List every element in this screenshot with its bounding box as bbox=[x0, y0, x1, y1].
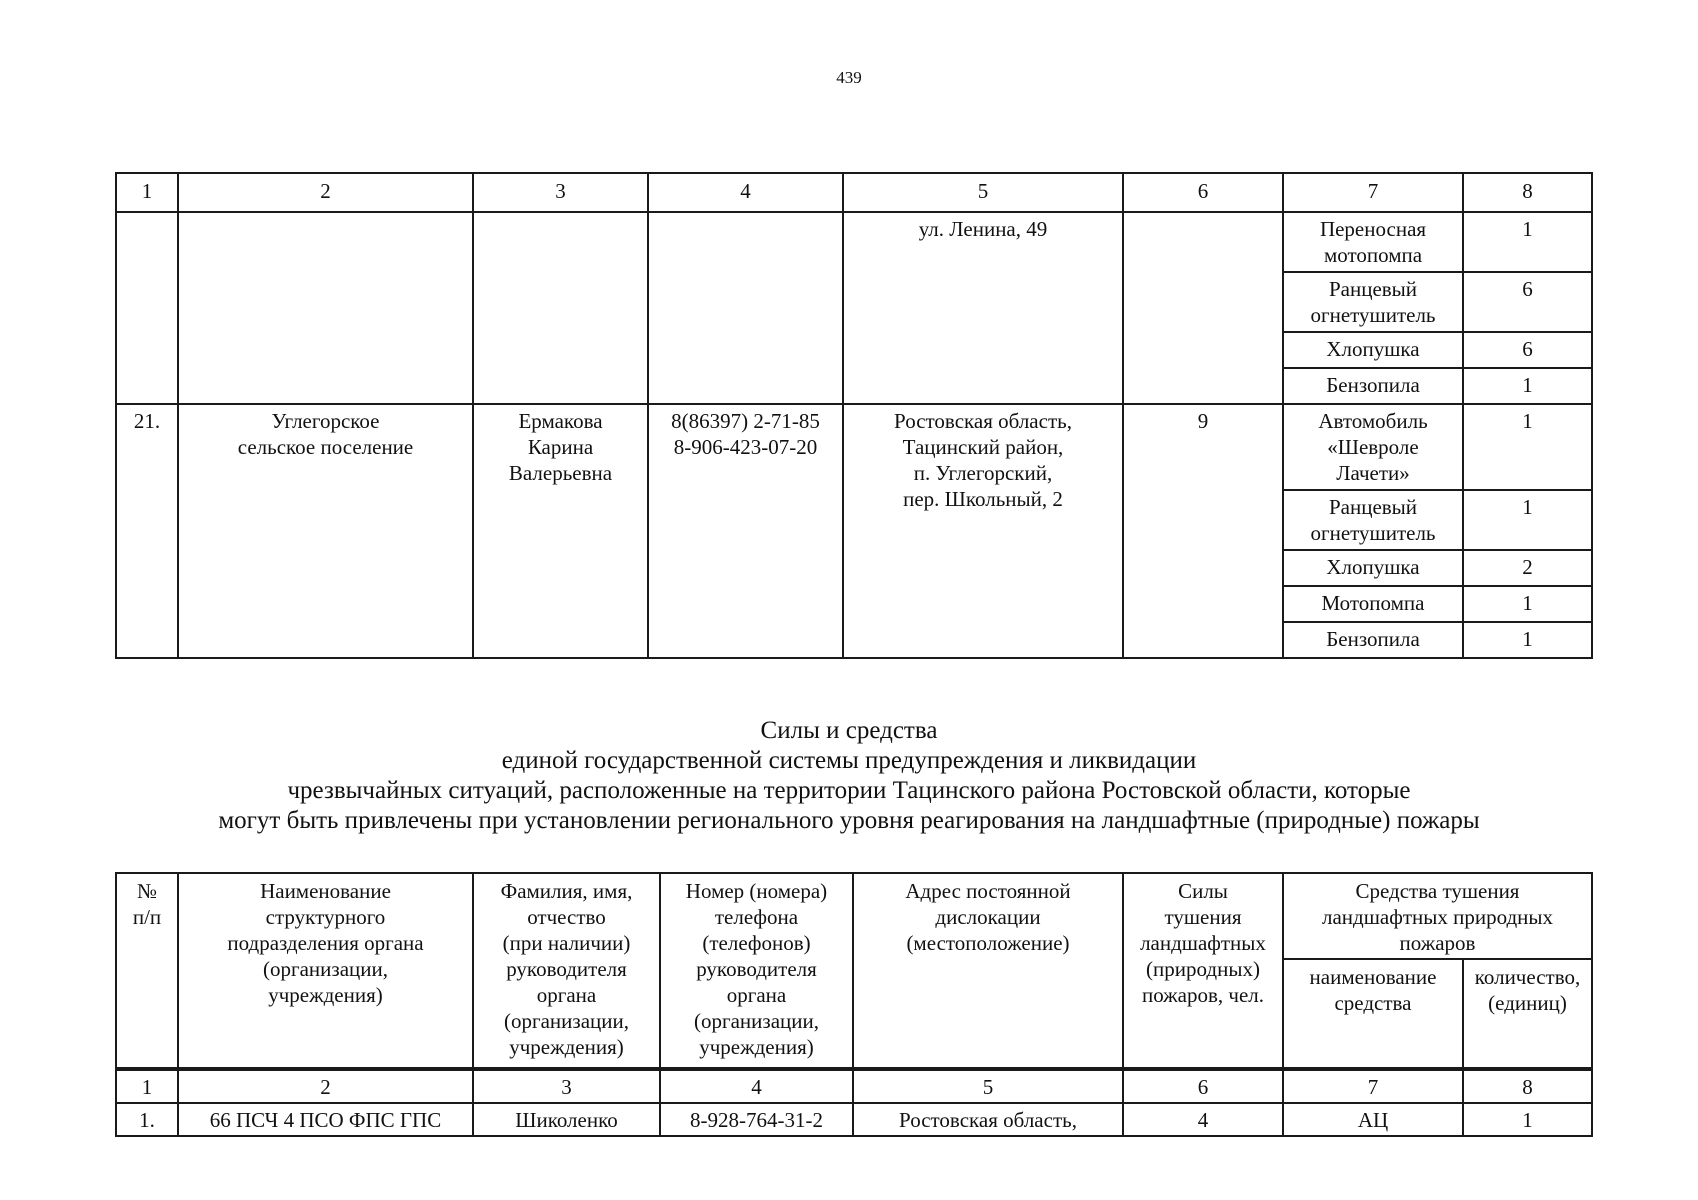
forces-table bbox=[115, 872, 1593, 1137]
equipment-name: Автомобиль «Шевроле Лачети» bbox=[1283, 404, 1463, 490]
heading-line: могут быть привлечены при установлении регионального уровня реагирования на ландшафтные (природные) пожары bbox=[218, 807, 1480, 834]
table-row bbox=[116, 404, 1592, 490]
column-number: 4 bbox=[648, 173, 843, 212]
column-number: 5 bbox=[843, 173, 1123, 212]
phone-cell: 8-928-764-31-2 bbox=[660, 1103, 853, 1136]
table-row bbox=[116, 1103, 1592, 1136]
equipment-qty: 1 bbox=[1463, 490, 1592, 550]
header-row bbox=[116, 873, 1592, 959]
header-unit: Наименование структурного подразделения органа (организации, учреждения) bbox=[178, 873, 473, 1069]
equipment-qty: 6 bbox=[1463, 332, 1592, 368]
num-cell bbox=[116, 212, 178, 404]
column-number: 2 bbox=[178, 1069, 473, 1103]
address-cell: ул. Ленина, 49 bbox=[843, 212, 1123, 404]
num-cell: 1. bbox=[116, 1103, 178, 1136]
equipment-name: Ранцевый огнетушитель bbox=[1283, 490, 1463, 550]
header-means-group: Средства тушения ландшафтных природных пожаров bbox=[1283, 873, 1592, 959]
header-address: Адрес постоянной дислокации (местоположение) bbox=[853, 873, 1123, 1069]
equipment-name: Бензопила bbox=[1283, 368, 1463, 404]
section-heading bbox=[0, 716, 1698, 836]
equipment-qty: 1 bbox=[1463, 368, 1592, 404]
unit-cell: Углегорское сельское поселение bbox=[178, 404, 473, 658]
unit-cell bbox=[178, 212, 473, 404]
head-cell bbox=[473, 212, 648, 404]
heading-line: Силы и средства bbox=[760, 717, 938, 744]
header-means-name: наименование средства bbox=[1283, 959, 1463, 1069]
header-num: № п/п bbox=[116, 873, 178, 1069]
address-cell: Ростовская область, Тацинский район, п. Углегорский, пер. Школьный, 2 bbox=[843, 404, 1123, 658]
equipment-qty: 1 bbox=[1463, 404, 1592, 490]
column-number: 8 bbox=[1463, 173, 1592, 212]
column-number: 3 bbox=[473, 1069, 660, 1103]
header-forces: Силы тушения ландшафтных (природных) пожаров, чел. bbox=[1123, 873, 1283, 1069]
heading-line: чрезвычайных ситуаций, расположенные на территории Тацинского района Ростовской области, которые bbox=[287, 777, 1411, 804]
equipment-name: Ранцевый огнетушитель bbox=[1283, 272, 1463, 332]
equipment-qty: 1 bbox=[1463, 212, 1592, 272]
continued-table bbox=[115, 172, 1593, 659]
header-phone: Номер (номера) телефона (телефонов) руководителя органа (организации, учреждения) bbox=[660, 873, 853, 1069]
equipment-name: Хлопушка bbox=[1283, 550, 1463, 586]
address-cell: Ростовская область, bbox=[853, 1103, 1123, 1136]
column-number-row bbox=[116, 1069, 1592, 1103]
equipment-name: АЦ bbox=[1283, 1103, 1463, 1136]
num-cell: 21. bbox=[116, 404, 178, 658]
column-number: 1 bbox=[116, 1069, 178, 1103]
column-number: 1 bbox=[116, 173, 178, 212]
header-means-qty: количество, (единиц) bbox=[1463, 959, 1592, 1069]
forces-cell: 4 bbox=[1123, 1103, 1283, 1136]
equipment-qty: 1 bbox=[1463, 586, 1592, 622]
column-number: 7 bbox=[1283, 173, 1463, 212]
equipment-qty: 1 bbox=[1463, 1103, 1592, 1136]
head-cell: Шиколенко bbox=[473, 1103, 660, 1136]
equipment-name: Бензопила bbox=[1283, 622, 1463, 658]
forces-cell: 9 bbox=[1123, 404, 1283, 658]
column-number-row bbox=[116, 173, 1592, 212]
heading-line: единой государственной системы предупреждения и ликвидации bbox=[501, 747, 1197, 774]
column-number: 6 bbox=[1123, 173, 1283, 212]
forces-cell bbox=[1123, 212, 1283, 404]
equipment-name: Хлопушка bbox=[1283, 332, 1463, 368]
header-head: Фамилия, имя, отчество (при наличии) руководителя органа (организации, учреждения) bbox=[473, 873, 660, 1069]
column-number: 5 bbox=[853, 1069, 1123, 1103]
equipment-name: Переносная мотопомпа bbox=[1283, 212, 1463, 272]
unit-cell: 66 ПСЧ 4 ПСО ФПС ГПС bbox=[178, 1103, 473, 1136]
column-number: 8 bbox=[1463, 1069, 1592, 1103]
column-number: 2 bbox=[178, 173, 473, 212]
phone-cell bbox=[648, 212, 843, 404]
equipment-qty: 1 bbox=[1463, 622, 1592, 658]
head-cell: Ермакова Карина Валерьевна bbox=[473, 404, 648, 658]
equipment-qty: 2 bbox=[1463, 550, 1592, 586]
equipment-qty: 6 bbox=[1463, 272, 1592, 332]
table-row bbox=[116, 212, 1592, 272]
page-number: 439 bbox=[836, 68, 862, 87]
column-number: 3 bbox=[473, 173, 648, 212]
column-number: 4 bbox=[660, 1069, 853, 1103]
phone-cell: 8(86397) 2-71-85 8-906-423-07-20 bbox=[648, 404, 843, 658]
column-number: 7 bbox=[1283, 1069, 1463, 1103]
column-number: 6 bbox=[1123, 1069, 1283, 1103]
equipment-name: Мотопомпа bbox=[1283, 586, 1463, 622]
